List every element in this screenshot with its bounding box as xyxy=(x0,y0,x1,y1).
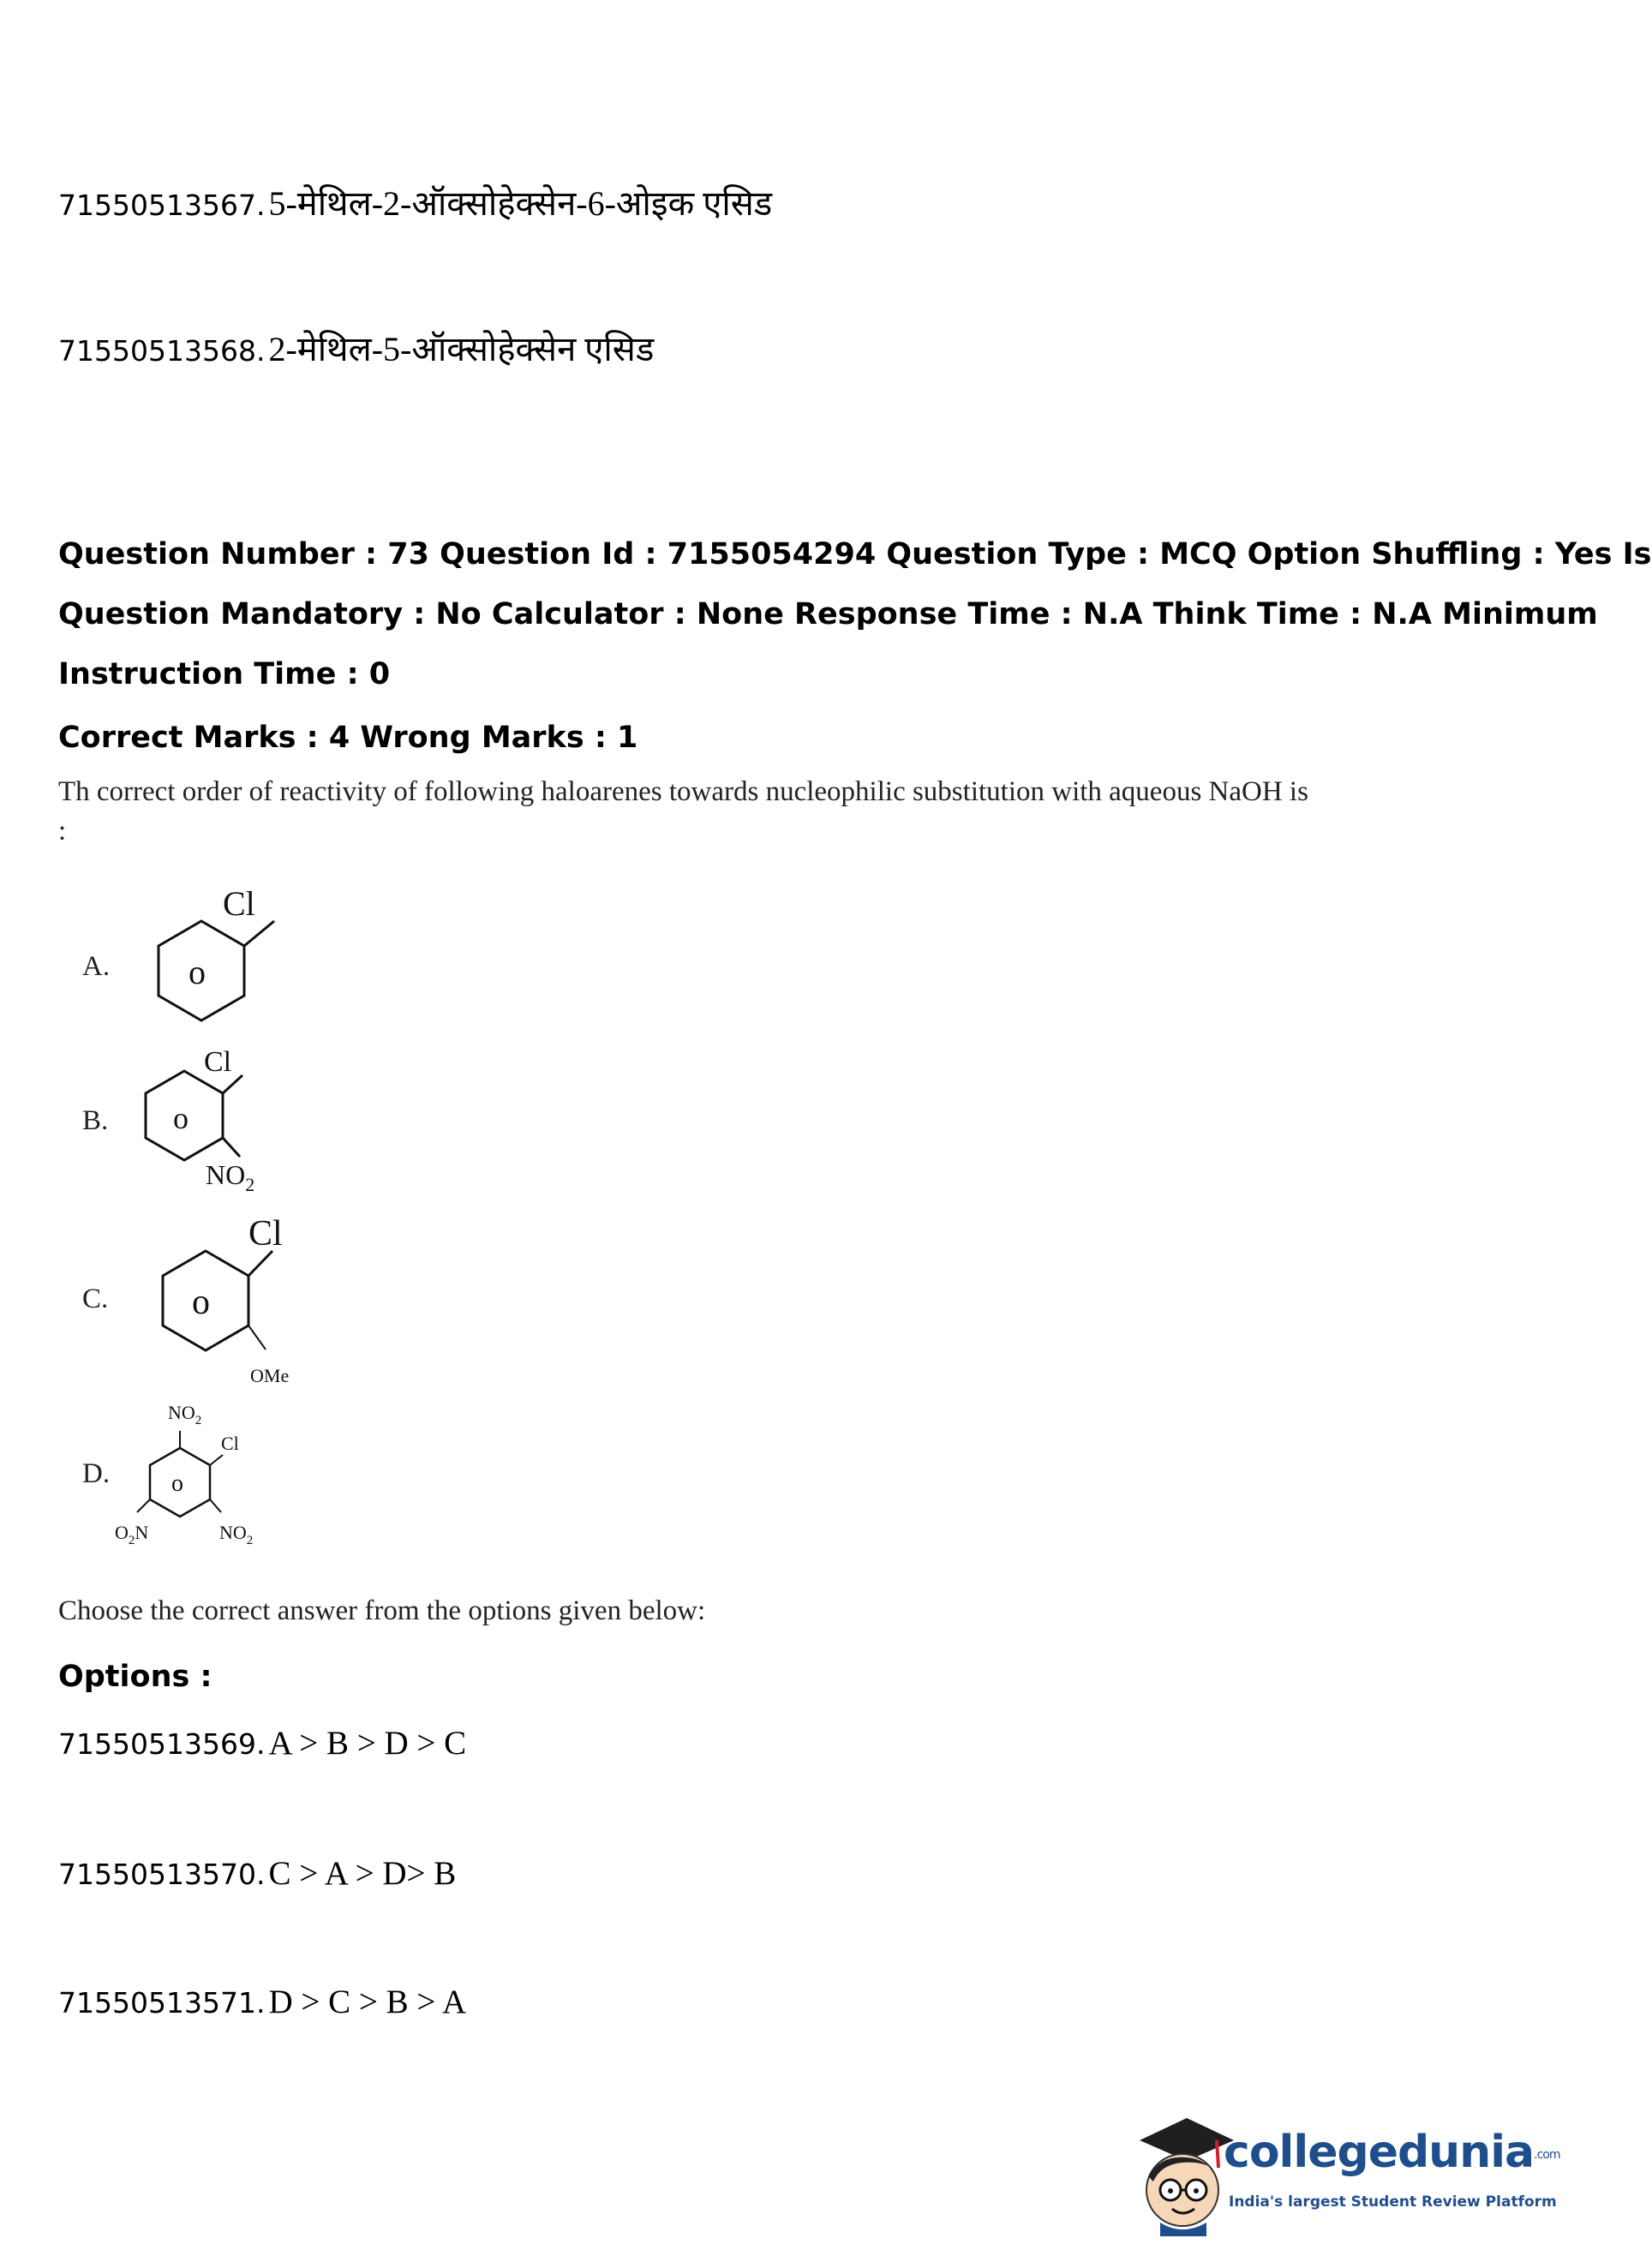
option-3[interactable] xyxy=(58,1983,466,2021)
brand-tagline: India's largest Student Review Platform xyxy=(1229,2193,1557,2211)
option-text: 5-मेथिल-2-ऑक्सोहेक्सेन-6-ओइक एसिड xyxy=(268,184,773,223)
option-1[interactable] xyxy=(58,1724,466,1762)
bond xyxy=(137,1499,150,1512)
bond xyxy=(210,1455,223,1465)
option-id: 71550513570. xyxy=(58,1858,266,1891)
structure-c-label: C. xyxy=(82,1284,109,1314)
mascot-graduate-icon xyxy=(1122,2108,1234,2236)
bond xyxy=(244,921,274,946)
substituent-no2: $NO_2$ xyxy=(206,1159,255,1195)
bond xyxy=(210,1499,221,1512)
option-text: C > A > D> B xyxy=(268,1855,457,1892)
options-heading: Options : xyxy=(58,1660,212,1694)
choose-instruction: Choose the correct answer from the options given below: xyxy=(58,1595,706,1626)
substituent-no2-right: $NO_2$ xyxy=(219,1522,254,1547)
bond xyxy=(248,1325,266,1349)
footer-brand[interactable] xyxy=(1122,2108,1560,2236)
substituent-cl: Cl xyxy=(221,1433,239,1454)
substituent-cl: Cl xyxy=(204,1046,232,1078)
substituent-cl: Cl xyxy=(223,884,255,923)
question-text: Th correct order of reactivity of following haloarenes towards nucleophilic substitution with aqueous NaOH is xyxy=(58,776,1308,807)
meta-line-1: Question Number : 73 Question Id : 7155054294 Question Type : MCQ Option Shuffling : Yes Is xyxy=(58,537,1652,571)
ring-circle-o: o xyxy=(192,1283,210,1322)
substituent-cl: Cl xyxy=(248,1214,283,1254)
meta-line-2: Question Mandatory : No Calculator : None Response Time : N.A Think Time : N.A Minimum xyxy=(58,597,1598,631)
ring-circle-o: o xyxy=(171,1470,183,1497)
substituent-o2n: $O_2N$ xyxy=(115,1522,149,1547)
structure-a xyxy=(103,874,283,1062)
substituent-ome: OMe xyxy=(250,1365,290,1386)
option-id: 71550513571. xyxy=(58,1986,266,2020)
prev-option-1 xyxy=(58,178,772,225)
structure-d xyxy=(103,1397,274,1568)
marks-line: Correct Marks : 4 Wrong Marks : 1 xyxy=(58,721,638,755)
brand-name: collegedunia.com xyxy=(1224,2127,1560,2178)
bond xyxy=(223,1138,240,1157)
question-meta xyxy=(58,524,1652,704)
structure-a-label: A. xyxy=(82,951,111,982)
option-text: A > B > D > C xyxy=(268,1725,467,1762)
ring-circle-o: o xyxy=(189,953,206,991)
brand-suffix: .com xyxy=(1534,2148,1560,2162)
option-id: 71550513567. xyxy=(58,188,266,222)
bond xyxy=(223,1075,242,1093)
option-2[interactable] xyxy=(58,1854,456,1893)
structure-b xyxy=(103,1037,274,1217)
option-id: 71550513569. xyxy=(58,1727,266,1761)
meta-line-3: Instruction Time : 0 xyxy=(58,657,391,691)
structure-d-label: D. xyxy=(82,1458,111,1489)
prev-option-2 xyxy=(58,324,654,371)
structure-b-label: B. xyxy=(82,1105,109,1136)
structure-c xyxy=(120,1204,308,1401)
option-id: 71550513568. xyxy=(58,334,266,368)
bond xyxy=(248,1251,272,1276)
substituent-no2-top: $NO_2$ xyxy=(168,1402,202,1427)
option-text: 2-मेथिल-5-ऑक्सोहेक्सेन एसिड xyxy=(268,330,655,368)
ring-circle-o: o xyxy=(173,1101,189,1135)
question-text-tail: : xyxy=(58,816,67,847)
option-text: D > C > B > A xyxy=(268,1984,467,2020)
